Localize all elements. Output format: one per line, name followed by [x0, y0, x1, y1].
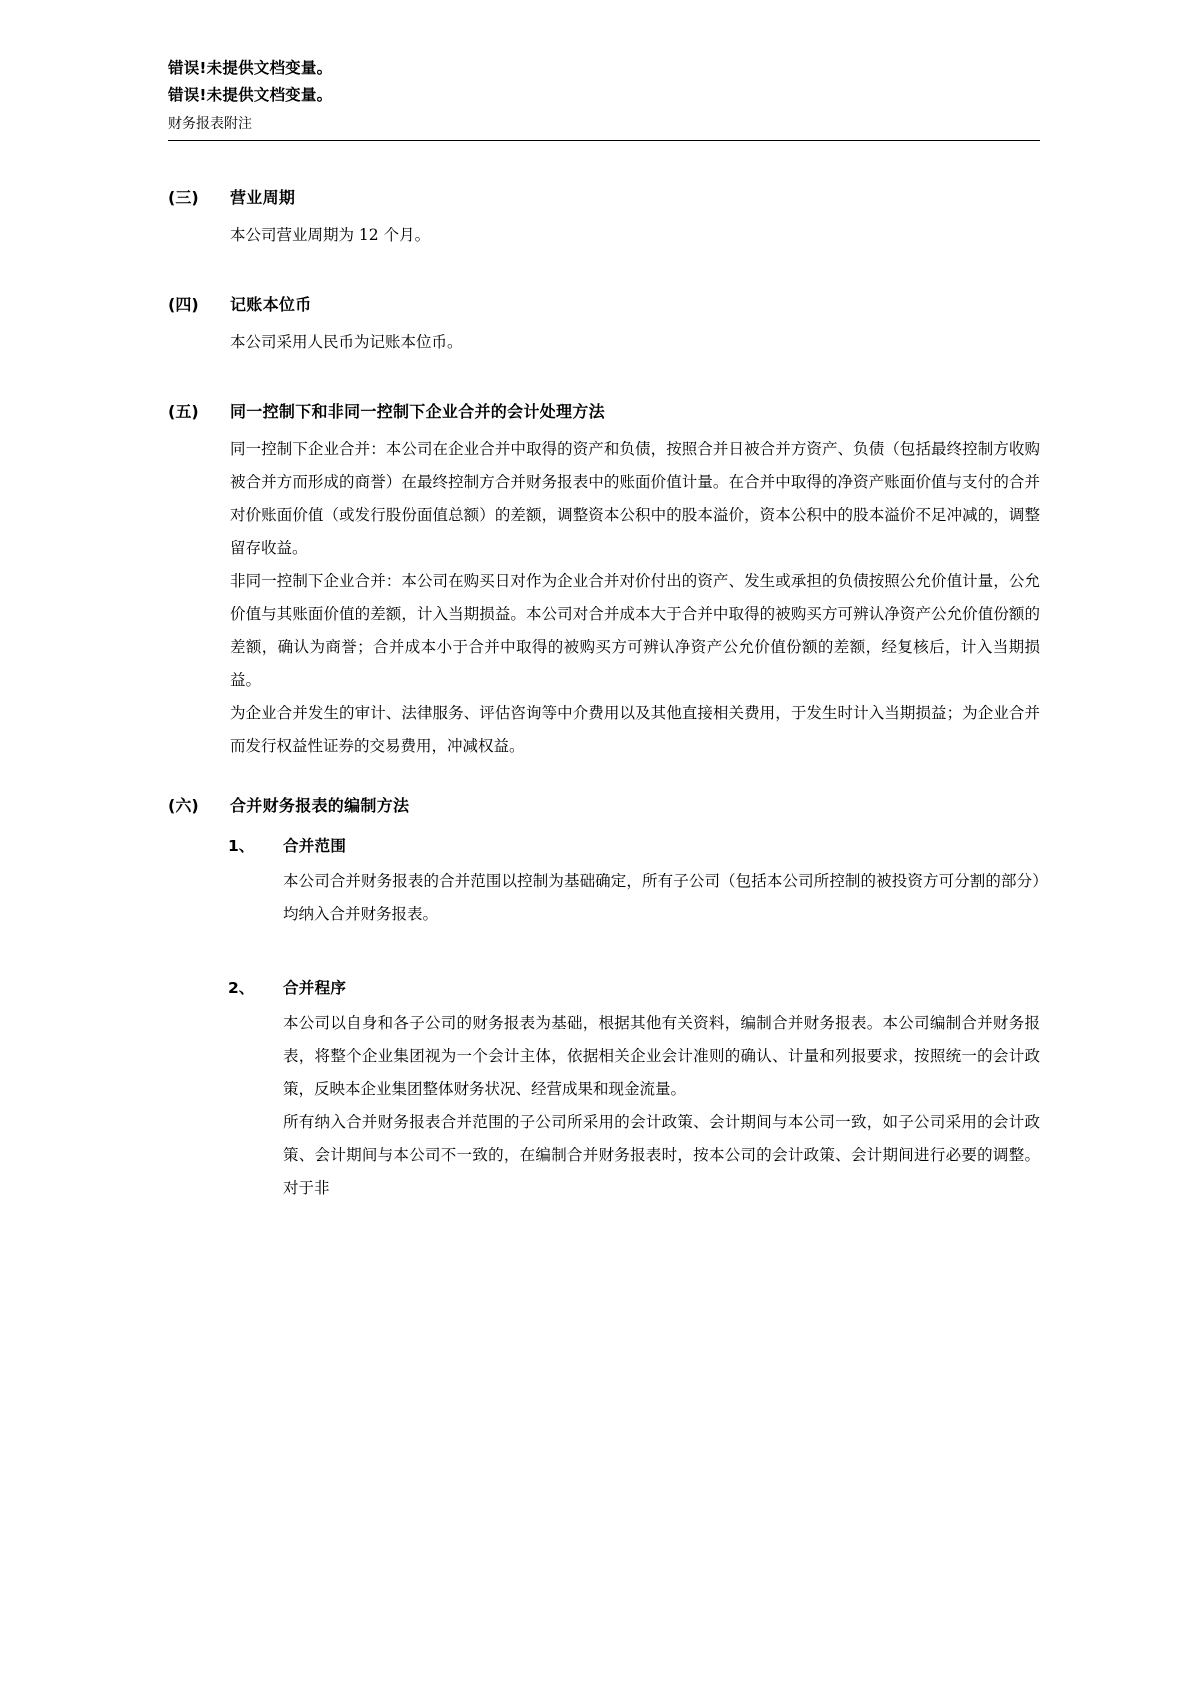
spacer — [0, 763, 1200, 793]
section-5-number: (五) — [168, 402, 199, 421]
subsection-6-2-paragraph-1: 本公司以自身和各子公司的财务报表为基础，根据其他有关资料，编制合并财务报表。本公司编制合并财务报表，将整个企业集团视为一个会计主体，依据相关企业会计准则的确认、计量和列报要求，按照统一的会计政策，反映本企业集团整体财务状况、经营成果和现金流量。 — [283, 1014, 1040, 1098]
page-header — [168, 55, 1038, 137]
section-5-paragraph-3: 为企业合并发生的审计、法律服务、评估咨询等中介费用以及其他直接相关费用，于发生时计入当期损益；为企业合并而发行权益性证券的交易费用，冲减权益。 — [230, 704, 1040, 755]
section-5-heading — [0, 399, 1200, 425]
header-line-1: 错误!未提供文档变量。 — [168, 59, 333, 77]
section-4-title: 记账本位币 — [230, 295, 312, 314]
section-5-title: 同一控制下和非同一控制下企业合并的会计处理方法 — [230, 402, 605, 421]
subsection-6-2-heading — [0, 975, 1200, 1001]
section-6 — [0, 793, 1200, 1205]
section-5-paragraph-2: 非同一控制下企业合并：本公司在购买日对作为企业合并对价付出的资产、发生或承担的负债按照公允价值计量，公允价值与其账面价值的差额，计入当期损益。本公司对合并成本大于合并中取得的被购买方可辨认净资产公允价值份额的差额，确认为商誉；合并成本小于合并中取得的被购买方可辨认净资产公允价值份额的差额，经复核后，计入当期损益。 — [230, 572, 1040, 689]
subsection-6-1-number: 1、 — [228, 837, 255, 855]
subsection-6-2-paragraph-2: 所有纳入合并财务报表合并范围的子公司所采用的会计政策、会计期间与本公司一致，如子公司采用的会计政策、会计期间与本公司不一致的，在编制合并财务报表时，按本公司的会计政策、会计期间进行必要的调整。对于非 — [283, 1113, 1040, 1197]
section-4-number: (四) — [168, 295, 199, 314]
subsection-6-1-title: 合并范围 — [283, 837, 347, 855]
spacer — [0, 931, 1200, 961]
section-4-paragraph-1: 本公司采用人民币为记账本位币。 — [230, 333, 463, 351]
section-6-heading — [0, 793, 1200, 819]
subsection-6-2 — [0, 975, 1200, 1205]
section-6-number: (六) — [168, 796, 199, 815]
section-3-title: 营业周期 — [230, 188, 296, 207]
section-5-paragraph-1: 同一控制下企业合并：本公司在企业合并中取得的资产和负债，按照合并日被合并方资产、负债（包括最终控制方收购被合并方而形成的商誉）在最终控制方合并财务报表中的账面价值计量。在合并中取得的净资产账面价值与支付的合并对价账面价值（或发行股份面值总额）的差额，调整资本公积中的股本溢价，资本公积中的股本溢价不足冲减的，调整留存收益。 — [230, 440, 1040, 557]
subsection-6-1-paragraph-1: 本公司合并财务报表的合并范围以控制为基础确定，所有子公司（包括本公司所控制的被投资方可分割的部分）均纳入合并财务报表。 — [283, 872, 1040, 923]
header-line-2: 错误!未提供文档变量。 — [168, 86, 333, 104]
section-4 — [0, 292, 1200, 359]
subsection-6-1-heading — [0, 833, 1200, 859]
subsection-6-2-number: 2、 — [228, 979, 255, 997]
section-3 — [0, 185, 1200, 252]
spacer — [0, 252, 1200, 292]
section-3-paragraph-1: 本公司营业周期为 12 个月。 — [230, 226, 431, 244]
header-line-3: 财务报表附注 — [168, 116, 252, 132]
section-3-number: (三) — [168, 188, 199, 207]
section-3-heading — [0, 185, 1200, 211]
subsection-6-1 — [0, 833, 1200, 931]
document-body — [0, 185, 1200, 1205]
section-5 — [0, 399, 1200, 763]
subsection-6-2-title: 合并程序 — [283, 979, 347, 997]
header-divider — [168, 140, 1040, 141]
section-6-title: 合并财务报表的编制方法 — [230, 796, 410, 815]
section-4-heading — [0, 292, 1200, 318]
spacer — [0, 359, 1200, 399]
